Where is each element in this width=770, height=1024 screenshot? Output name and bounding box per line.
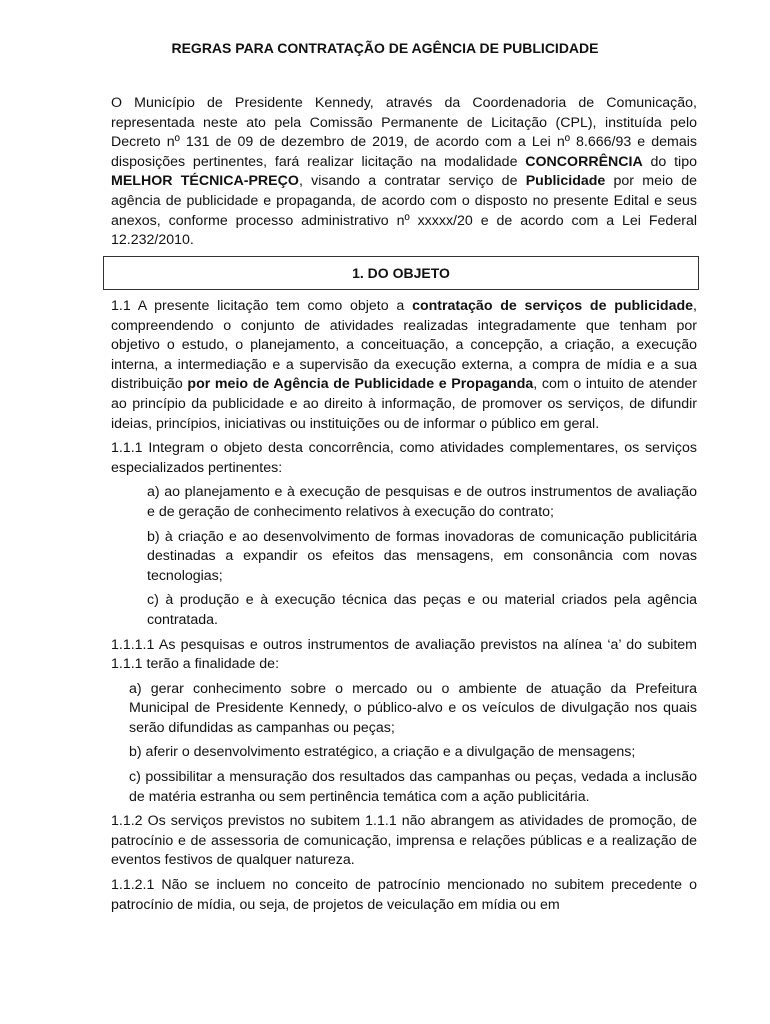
item-1-1-1-1-c: c) possibilitar a mensuração dos resultados das campanhas ou peças, vedada a inclusão de matéria estranha ou sem pertinência temática com a ação publicitária. xyxy=(129,769,697,805)
item-1-1-1-c: c) à produção e à execução técnica das peças e ou material criados pela agência contratada. xyxy=(147,592,697,628)
item-1-1-1-1-b: b) aferir o desenvolvimento estratégico, a criação e a divulgação de mensagens; xyxy=(129,744,636,761)
paragraph-1-1-1-1: 1.1.1.1 As pesquisas e outros instrumentos de avaliação previstos na alínea ‘a’ do subitem 1.1.1 terão a finalidade de: xyxy=(111,636,697,673)
p1-1-text-2: , compreendendo o conjunto de atividades realizadas integradamente que tenham por objetivo o estudo, o planejamento, a conceituação, a concepção, a criação, a execução interna, a intermediação e a supervisão da execução externa, a compra de mídia e a sua distribuição xyxy=(111,298,697,393)
p1-1-text-3: , com o intuito de atender ao princípio da publicidade e ao direito à informação, de promover os serviços, de difundir ideias, princípios, iniciativas ou instituições ou de informar o público em geral. xyxy=(111,376,697,432)
intro-text-4: por meio de agência de publicidade e propaganda, de acordo com o disposto no presente Edital e seus anexos, conforme processo administrativo nº xxxxx/20 e de acordo com a Lei Federal 12.232/2010. xyxy=(111,173,698,249)
document-title: REGRAS PARA CONTRATAÇÃO DE AGÊNCIA DE PUBLICIDADE xyxy=(171,40,599,56)
p1-1-text-1: 1.1 A presente licitação tem como objeto a xyxy=(111,298,413,314)
section-heading-objeto: 1. DO OBJETO xyxy=(103,256,699,290)
intro-bold-type: MELHOR TÉCNICA-PREÇO xyxy=(111,173,299,190)
item-1-1-1-a: a) ao planejamento e à execução de pesquisas e de outros instrumentos de avaliação e de geração de conhecimento relativos à execução do contrato; xyxy=(147,484,697,520)
paragraph-1-1 xyxy=(111,297,697,434)
paragraph-1-1-1: 1.1.1 Integram o objeto desta concorrência, como atividades complementares, os serviços especializados pertinentes: xyxy=(111,440,697,476)
p1-1-bold-2: por meio de Agência de Publicidade e Propaganda xyxy=(187,376,534,393)
item-1-1-1-b: b) à criação e ao desenvolvimento de formas inovadoras de comunicação publicitária destinadas a expandir os efeitos das mensagens, em consonância com novas tecnologias; xyxy=(147,528,697,584)
intro-text-2: do tipo xyxy=(642,153,697,170)
intro-text-3: , visando a contratar serviço de xyxy=(298,173,526,190)
p1-1-bold-1: contratação de serviços de publicidade xyxy=(412,298,694,314)
paragraph-1-1-2-1: 1.1.2.1 Não se incluem no conceito de patrocínio mencionado no subitem precedente o patrocínio de mídia, ou seja, de projetos de veiculação em mídia ou em xyxy=(111,877,697,913)
intro-paragraph xyxy=(111,94,697,251)
item-1-1-1-1-a: a) gerar conhecimento sobre o mercado ou o ambiente de atuação da Prefeitura Municipal de Presidente Kennedy, o público-alvo e os veículos de divulgação nos quais serão difundidas as campanhas ou peças; xyxy=(129,680,697,736)
paragraph-1-1-2: 1.1.2 Os serviços previstos no subitem 1.1.1 não abrangem as atividades de promoção, de patrocínio e de assessoria de comunicação, imprensa e relações públicas e a realização de eventos festivos de qualquer natureza. xyxy=(111,813,697,869)
intro-text-1: O Município de Presidente Kennedy, através da Coordenadoria de Comunicação, representada neste ato pela Comissão Permanente de Licitação (CPL), instituída pelo Decreto nº 131 de 09 de dezembro de 2019, de acordo com a Lei nº 8.666/93 e demais disposições pertinentes, fará realizar licitação na modalidade xyxy=(111,95,697,170)
intro-bold-service: Publicidade xyxy=(525,173,606,190)
section-body xyxy=(111,297,697,920)
intro-bold-modality: CONCORRÊNCIA xyxy=(525,153,643,170)
